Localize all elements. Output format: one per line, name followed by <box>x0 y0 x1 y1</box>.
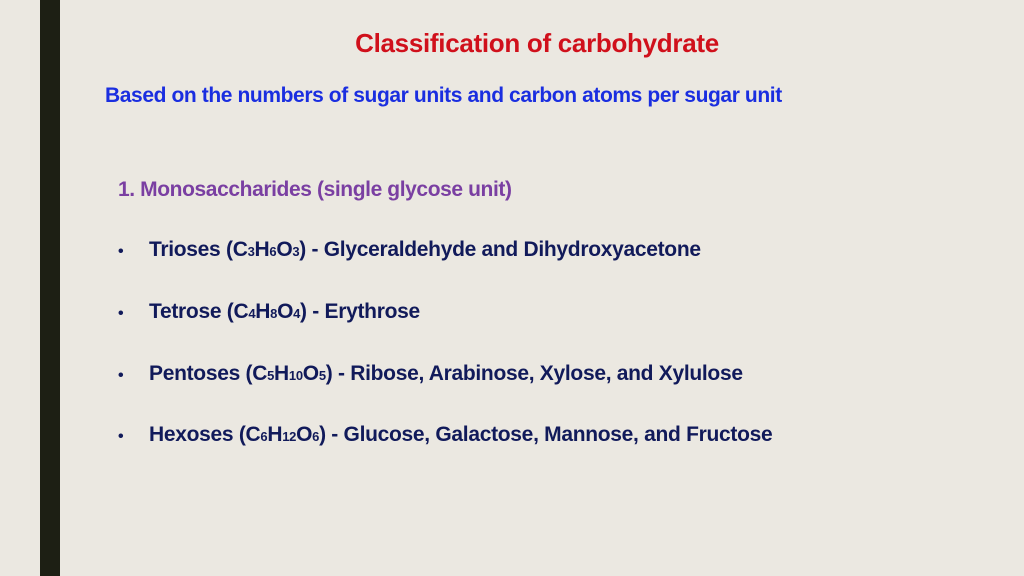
bullet-icon: • <box>118 243 124 260</box>
slide-title: Classification of carbohydrate <box>355 28 719 58</box>
bullet-icon: • <box>118 428 124 445</box>
bullet-icon: • <box>118 367 124 384</box>
formula-element: O <box>296 423 313 446</box>
formula-element: O <box>277 300 294 323</box>
formula-element: O <box>302 362 319 385</box>
item-name: Hexoses <box>149 423 234 446</box>
slide-subtitle: Based on the numbers of sugar units and carbon atoms per sugar unit <box>105 84 782 107</box>
formula-element: H <box>254 238 270 261</box>
item-examples: Glyceraldehyde and Dihydroxyacetone <box>323 238 701 261</box>
list-item-trioses: • Trioses ( C 3 H 6 O 3 ) - Glyceraldehyde and Dihydroxyacetone <box>118 238 701 261</box>
bullet-icon: • <box>118 305 124 322</box>
list-item-tetrose: • Tetrose ( C 4 H 8 O 4 ) - Erythrose <box>118 300 420 323</box>
item-name: Tetrose <box>149 300 222 323</box>
formula-element: H <box>255 300 271 323</box>
section-heading-monosaccharides: 1. Monosaccharides (single glycose unit) <box>118 178 512 201</box>
formula-element: H <box>267 423 283 446</box>
list-item-hexoses: • Hexoses ( C 6 H 12 O 6 ) - Glucose, Galactose, Mannose, and Fructose <box>118 423 773 446</box>
item-examples: Glucose, Galactose, Mannose, and Fructose <box>343 423 773 446</box>
formula-element: C <box>233 300 249 323</box>
item-examples: Ribose, Arabinose, Xylose, and Xylulose <box>350 362 743 385</box>
item-examples: Erythrose <box>324 300 420 323</box>
formula-element: C <box>252 362 268 385</box>
formula-element: C <box>245 423 261 446</box>
item-name: Trioses <box>149 238 221 261</box>
formula-element: H <box>274 362 289 385</box>
list-item-pentoses: • Pentoses ( C 5 H 10 O 5 ) - Ribose, Arabinose, Xylose, and Xylulose <box>118 362 743 385</box>
item-name: Pentoses <box>149 362 240 385</box>
left-accent-bar <box>40 0 60 576</box>
formula-element: C <box>232 238 248 261</box>
formula-element: O <box>276 238 293 261</box>
